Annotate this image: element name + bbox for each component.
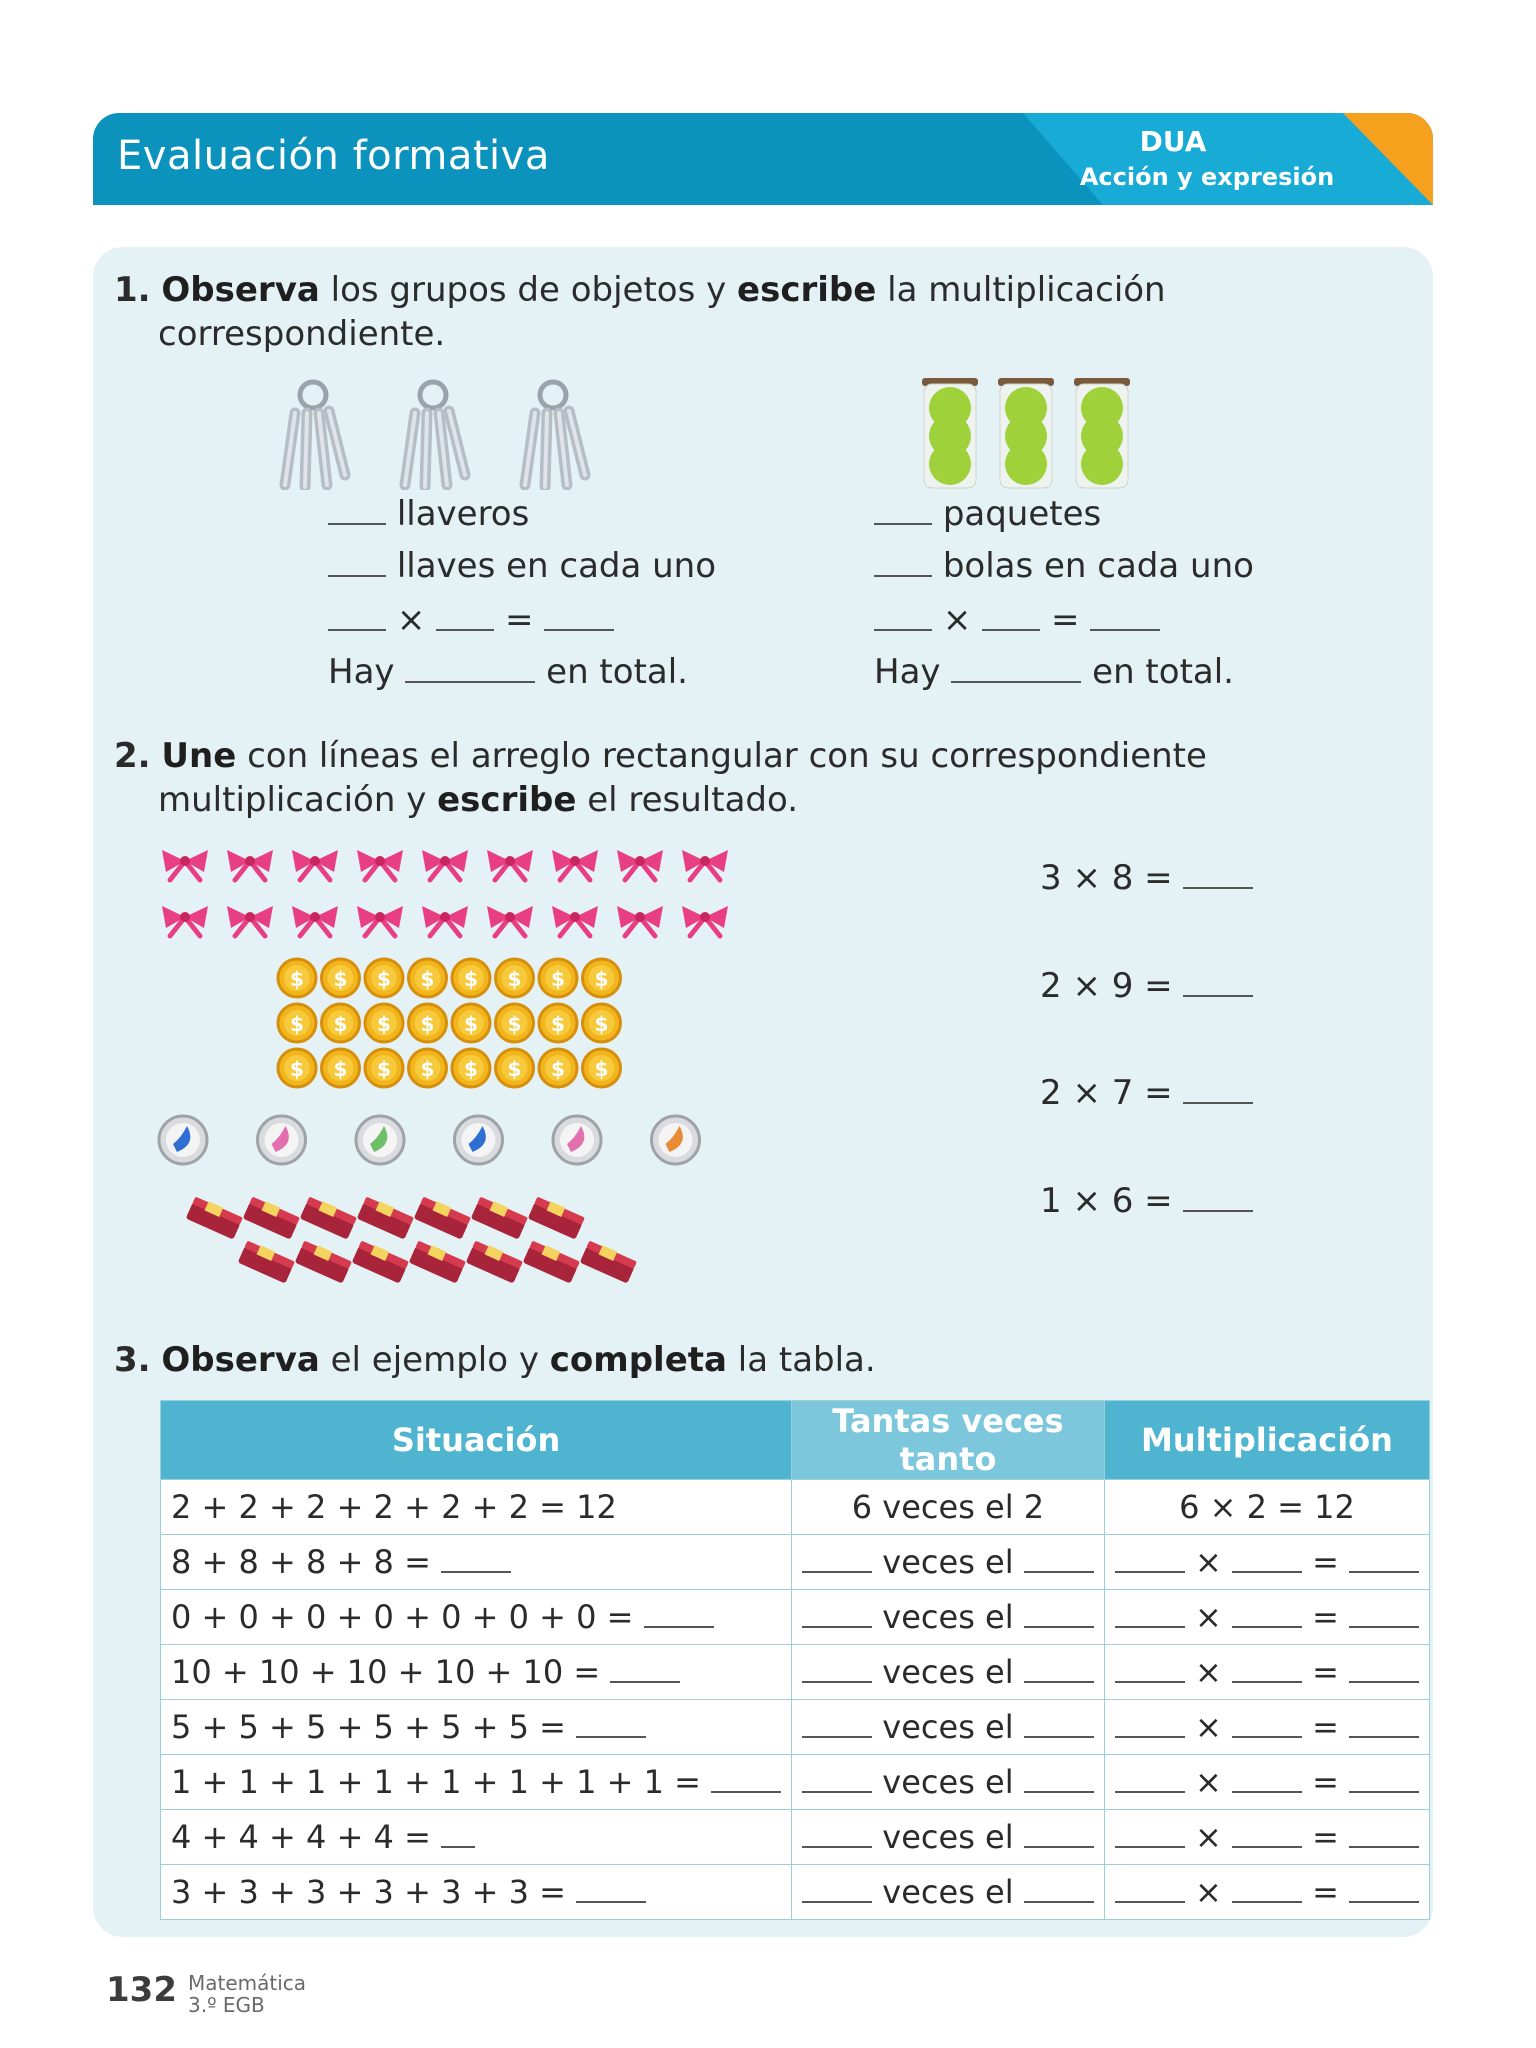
situation-cell bbox=[161, 1865, 792, 1920]
bow-icon bbox=[162, 906, 208, 936]
coin-icon bbox=[278, 1004, 316, 1042]
times-sign: × bbox=[1194, 1598, 1222, 1636]
veces-text: veces el bbox=[882, 1653, 1014, 1691]
answer-blank[interactable] bbox=[874, 522, 932, 525]
bow-icon bbox=[292, 906, 338, 936]
bow-icon bbox=[227, 906, 273, 936]
coin-icon bbox=[539, 959, 577, 997]
times-sign: × bbox=[1194, 1818, 1222, 1856]
eraser-icon bbox=[580, 1240, 638, 1284]
answer-blank[interactable] bbox=[328, 522, 386, 525]
answer-blank[interactable] bbox=[1024, 1570, 1094, 1573]
eraser-icon bbox=[238, 1240, 296, 1284]
subject-name: Matemática bbox=[188, 1971, 307, 1995]
answer-blank[interactable] bbox=[802, 1680, 872, 1683]
label: paquetes bbox=[942, 494, 1102, 534]
answer-blank[interactable] bbox=[874, 628, 932, 631]
answer-blank[interactable] bbox=[1090, 628, 1160, 631]
header-situacion: Situación bbox=[161, 1401, 792, 1480]
coin-icon bbox=[539, 1004, 577, 1042]
eraser-icon bbox=[352, 1240, 410, 1284]
svg-text:$: $ bbox=[290, 967, 304, 991]
answer-blank[interactable] bbox=[1024, 1900, 1094, 1903]
veces-cell bbox=[792, 1590, 1105, 1645]
keychains-image bbox=[265, 375, 605, 490]
answer-blank[interactable] bbox=[1183, 1101, 1253, 1104]
veces-cell bbox=[792, 1810, 1105, 1865]
svg-text:$: $ bbox=[333, 1012, 348, 1036]
bows-array-image bbox=[158, 846, 748, 946]
times-sign: × bbox=[1194, 1708, 1222, 1746]
coin-icon bbox=[322, 959, 360, 997]
table-header-row bbox=[161, 1401, 1430, 1480]
svg-text:$: $ bbox=[551, 1057, 565, 1081]
equals-sign: = bbox=[1312, 1653, 1339, 1691]
prompt-text: los grupos de objetos y bbox=[319, 270, 738, 310]
coin-icon bbox=[365, 1049, 403, 1087]
coin-icon bbox=[496, 1049, 534, 1087]
bow-icon bbox=[552, 850, 598, 880]
answer-blank[interactable] bbox=[441, 1845, 475, 1848]
multiplication-table bbox=[160, 1400, 1430, 1920]
question-1-prompt-cont: correspondiente. bbox=[158, 314, 446, 354]
multiplication-cell bbox=[1104, 1590, 1429, 1645]
bow-icon bbox=[552, 906, 598, 936]
coin-icon bbox=[409, 1049, 447, 1087]
keychain-icon bbox=[525, 382, 585, 487]
equation-text: 1 × 6 = bbox=[1040, 1181, 1173, 1221]
svg-text:$: $ bbox=[464, 1012, 478, 1036]
equals-sign: = bbox=[1050, 600, 1080, 640]
veces-text: veces el bbox=[882, 1598, 1014, 1636]
answer-blank[interactable] bbox=[1024, 1625, 1094, 1628]
equation-text: 2 × 7 = bbox=[1040, 1073, 1173, 1113]
eraser-icon bbox=[528, 1196, 586, 1240]
coin-icon bbox=[496, 1004, 534, 1042]
answer-blank[interactable] bbox=[1183, 1209, 1253, 1212]
total-line-right bbox=[874, 652, 1234, 692]
marbles-group bbox=[159, 1116, 700, 1164]
coin-icon bbox=[278, 959, 316, 997]
question-number: 2. bbox=[114, 736, 151, 776]
bow-icon bbox=[357, 850, 403, 880]
answer-blank[interactable] bbox=[802, 1790, 872, 1793]
equation-text: 3 × 8 = bbox=[1040, 858, 1173, 898]
veces-cell bbox=[792, 1755, 1105, 1810]
veces-text: veces el bbox=[882, 1818, 1014, 1856]
answer-blank[interactable] bbox=[1115, 1570, 1185, 1573]
bows-group bbox=[162, 850, 728, 936]
answer-blank[interactable] bbox=[1183, 994, 1253, 997]
marble-icon bbox=[455, 1116, 503, 1164]
eraser-icon bbox=[466, 1240, 524, 1284]
answer-blank[interactable] bbox=[1349, 1790, 1419, 1793]
answer-blank[interactable] bbox=[1024, 1735, 1094, 1738]
situation-cell: 2 + 2 + 2 + 2 + 2 + 2 = 12 bbox=[161, 1480, 792, 1535]
answer-blank[interactable] bbox=[1349, 1570, 1419, 1573]
situation-cell bbox=[161, 1590, 792, 1645]
answer-blank[interactable] bbox=[1115, 1735, 1185, 1738]
svg-text:$: $ bbox=[507, 1012, 522, 1036]
answer-blank[interactable] bbox=[1349, 1625, 1419, 1628]
answer-blank[interactable] bbox=[1232, 1790, 1302, 1793]
svg-text:$: $ bbox=[420, 1012, 435, 1036]
marble-icon bbox=[356, 1116, 404, 1164]
svg-text:$: $ bbox=[507, 1057, 522, 1081]
label: llaves en cada uno bbox=[396, 546, 717, 586]
equals-sign: = bbox=[1312, 1818, 1339, 1856]
bow-icon bbox=[617, 906, 663, 936]
situation-cell bbox=[161, 1645, 792, 1700]
multiplication-cell bbox=[1104, 1810, 1429, 1865]
prompt-text: el ejemplo y bbox=[319, 1340, 550, 1380]
times-sign: × bbox=[396, 600, 426, 640]
coin-icon bbox=[583, 1004, 621, 1042]
equation-3 bbox=[1040, 1073, 1253, 1113]
times-sign: × bbox=[1194, 1653, 1222, 1691]
equals-sign: = bbox=[1312, 1763, 1339, 1801]
equals-sign: = bbox=[1312, 1708, 1339, 1746]
answer-blank[interactable] bbox=[441, 1570, 511, 1573]
tennis-tube-icon bbox=[998, 378, 1054, 488]
equation-text: 2 × 9 = bbox=[1040, 966, 1173, 1006]
question-2-prompt bbox=[114, 734, 1207, 778]
erasers-array-image bbox=[185, 1190, 665, 1290]
label: Hay bbox=[874, 652, 941, 692]
question-1-prompt bbox=[114, 268, 1166, 312]
veces-text: veces el bbox=[882, 1708, 1014, 1746]
eraser-icon bbox=[300, 1196, 358, 1240]
bow-icon bbox=[357, 906, 403, 936]
multiplication-line-left bbox=[328, 600, 614, 640]
times-sign: × bbox=[1194, 1873, 1222, 1911]
bow-icon bbox=[422, 906, 468, 936]
eraser-icon bbox=[523, 1240, 581, 1284]
multiplication-line-right bbox=[874, 600, 1160, 640]
multiplication-cell bbox=[1104, 1535, 1429, 1590]
answer-blank[interactable] bbox=[405, 680, 535, 683]
prompt-text: la multiplicación bbox=[876, 270, 1166, 310]
answer-blank[interactable] bbox=[1232, 1570, 1302, 1573]
section-title: Evaluación formativa bbox=[117, 133, 550, 179]
bow-icon bbox=[487, 906, 533, 936]
answer-blank[interactable] bbox=[711, 1790, 781, 1793]
answer-blank[interactable] bbox=[802, 1845, 872, 1848]
table-row bbox=[161, 1755, 1430, 1810]
subject-label bbox=[188, 1972, 306, 2016]
answer-blank[interactable] bbox=[1349, 1680, 1419, 1683]
svg-text:$: $ bbox=[333, 967, 348, 991]
veces-text: veces el bbox=[882, 1873, 1014, 1911]
veces-cell bbox=[792, 1645, 1105, 1700]
total-line-left bbox=[328, 652, 688, 692]
llaves-line bbox=[328, 546, 716, 586]
svg-text:$: $ bbox=[420, 967, 435, 991]
times-sign: × bbox=[942, 600, 972, 640]
eraser-icon bbox=[409, 1240, 467, 1284]
svg-text:$: $ bbox=[377, 1012, 391, 1036]
answer-blank[interactable] bbox=[1232, 1845, 1302, 1848]
marble-icon bbox=[553, 1116, 601, 1164]
svg-text:$: $ bbox=[551, 967, 565, 991]
equals-sign: = bbox=[1312, 1873, 1339, 1911]
equation-2 bbox=[1040, 966, 1253, 1006]
svg-text:$: $ bbox=[290, 1012, 304, 1036]
eraser-icon bbox=[186, 1196, 244, 1240]
verb-observa: Observa bbox=[161, 270, 320, 310]
bolas-line bbox=[874, 546, 1254, 586]
answer-blank[interactable] bbox=[1349, 1735, 1419, 1738]
equals-sign: = bbox=[504, 600, 534, 640]
prompt-text: el resultado. bbox=[576, 780, 799, 820]
answer-blank[interactable] bbox=[802, 1625, 872, 1628]
bow-icon bbox=[487, 850, 533, 880]
situation-text: 8 + 8 + 8 + 8 = bbox=[171, 1543, 431, 1581]
answer-blank[interactable] bbox=[1024, 1790, 1094, 1793]
dua-subtitle: Acción y expresión bbox=[1079, 163, 1335, 191]
verb-escribe: escribe bbox=[437, 780, 577, 820]
eraser-icon bbox=[357, 1196, 415, 1240]
marble-icon bbox=[258, 1116, 306, 1164]
eraser-icon bbox=[295, 1240, 353, 1284]
svg-text:$: $ bbox=[594, 1057, 609, 1081]
bow-icon bbox=[292, 850, 338, 880]
answer-blank[interactable] bbox=[1232, 1680, 1302, 1683]
situation-cell bbox=[161, 1810, 792, 1865]
answer-blank[interactable] bbox=[1232, 1900, 1302, 1903]
coins-array-image bbox=[275, 956, 625, 1091]
answer-blank[interactable] bbox=[874, 574, 932, 577]
bow-icon bbox=[617, 850, 663, 880]
coin-icon bbox=[365, 1004, 403, 1042]
marble-icon bbox=[652, 1116, 700, 1164]
times-sign: × bbox=[1194, 1763, 1222, 1801]
veces-text: veces el bbox=[882, 1763, 1014, 1801]
situation-cell bbox=[161, 1700, 792, 1755]
erasers-group bbox=[186, 1196, 638, 1284]
table-row bbox=[161, 1810, 1430, 1865]
verb-escribe: escribe bbox=[737, 270, 877, 310]
answer-blank[interactable] bbox=[1024, 1845, 1094, 1848]
prompt-text: con líneas el arreglo rectangular con su correspondiente bbox=[236, 736, 1207, 776]
coin-icon bbox=[409, 959, 447, 997]
answer-blank[interactable] bbox=[802, 1570, 872, 1573]
answer-blank[interactable] bbox=[328, 574, 386, 577]
page-number: 132 bbox=[106, 1970, 177, 2010]
coin-icon bbox=[583, 959, 621, 997]
verb-une: Une bbox=[161, 736, 237, 776]
label: en total. bbox=[1092, 652, 1234, 692]
svg-text:$: $ bbox=[290, 1057, 304, 1081]
multiplication-cell bbox=[1104, 1645, 1429, 1700]
header-multiplicacion: Multiplicación bbox=[1104, 1401, 1429, 1480]
situation-text: 1 + 1 + 1 + 1 + 1 + 1 + 1 + 1 = bbox=[171, 1763, 701, 1801]
answer-blank[interactable] bbox=[982, 628, 1040, 631]
bow-icon bbox=[162, 850, 208, 880]
equation-1 bbox=[1040, 858, 1253, 898]
bow-icon bbox=[422, 850, 468, 880]
equals-sign: = bbox=[1312, 1543, 1339, 1581]
eraser-icon bbox=[471, 1196, 529, 1240]
label: bolas en cada uno bbox=[942, 546, 1254, 586]
svg-text:$: $ bbox=[377, 967, 391, 991]
equation-4 bbox=[1040, 1181, 1253, 1221]
answer-blank[interactable] bbox=[1349, 1845, 1419, 1848]
table-row-example bbox=[161, 1480, 1430, 1535]
answer-blank[interactable] bbox=[1115, 1790, 1185, 1793]
answer-blank[interactable] bbox=[1115, 1845, 1185, 1848]
coin-icon bbox=[583, 1049, 621, 1087]
question-3-prompt bbox=[114, 1338, 876, 1382]
answer-blank[interactable] bbox=[544, 628, 614, 631]
multiplication-cell bbox=[1104, 1865, 1429, 1920]
bow-icon bbox=[682, 906, 728, 936]
answer-blank[interactable] bbox=[1232, 1735, 1302, 1738]
veces-cell: 6 veces el 2 bbox=[792, 1480, 1105, 1535]
table-row bbox=[161, 1700, 1430, 1755]
coin-icon bbox=[365, 959, 403, 997]
veces-text: veces el bbox=[882, 1543, 1014, 1581]
multiplication-cell bbox=[1104, 1755, 1429, 1810]
table-row bbox=[161, 1590, 1430, 1645]
prompt-text: la tabla. bbox=[726, 1340, 876, 1380]
paquetes-line bbox=[874, 494, 1101, 534]
coin-icon bbox=[322, 1049, 360, 1087]
verb-observa: Observa bbox=[161, 1340, 320, 1380]
eraser-icon bbox=[414, 1196, 472, 1240]
answer-blank[interactable] bbox=[1349, 1900, 1419, 1903]
answer-blank[interactable] bbox=[1115, 1680, 1185, 1683]
tennis-ball-tubes-image bbox=[920, 378, 1135, 490]
answer-blank[interactable] bbox=[1024, 1680, 1094, 1683]
veces-cell bbox=[792, 1865, 1105, 1920]
answer-blank[interactable] bbox=[1183, 886, 1253, 889]
answer-blank[interactable] bbox=[1115, 1900, 1185, 1903]
situation-text: 3 + 3 + 3 + 3 + 3 + 3 = bbox=[171, 1873, 566, 1911]
answer-blank[interactable] bbox=[576, 1735, 646, 1738]
coin-icon bbox=[452, 1004, 490, 1042]
svg-text:$: $ bbox=[464, 1057, 478, 1081]
coin-icon bbox=[409, 1004, 447, 1042]
svg-text:$: $ bbox=[377, 1057, 391, 1081]
coin-icon bbox=[322, 1004, 360, 1042]
marble-icon bbox=[159, 1116, 207, 1164]
keychain-icon bbox=[285, 382, 345, 487]
answer-blank[interactable] bbox=[951, 680, 1081, 683]
answer-blank[interactable] bbox=[328, 628, 386, 631]
answer-blank[interactable] bbox=[1232, 1625, 1302, 1628]
label: Hay bbox=[328, 652, 395, 692]
dua-title: DUA bbox=[1139, 125, 1207, 158]
prompt-text: multiplicación y bbox=[158, 780, 438, 820]
veces-cell bbox=[792, 1700, 1105, 1755]
grade-label: 3.º EGB bbox=[188, 1993, 265, 2017]
keychain-icon bbox=[405, 382, 465, 487]
answer-blank[interactable] bbox=[610, 1680, 680, 1683]
situation-cell bbox=[161, 1535, 792, 1590]
veces-cell bbox=[792, 1535, 1105, 1590]
answer-blank[interactable] bbox=[436, 628, 494, 631]
table-row bbox=[161, 1645, 1430, 1700]
table-row bbox=[161, 1865, 1430, 1920]
question-2-prompt-cont bbox=[158, 778, 798, 822]
answer-blank[interactable] bbox=[644, 1625, 714, 1628]
verb-completa: completa bbox=[549, 1340, 727, 1380]
svg-text:$: $ bbox=[464, 967, 478, 991]
question-number: 1. bbox=[114, 270, 151, 310]
coin-icon bbox=[539, 1049, 577, 1087]
coin-icon bbox=[496, 959, 534, 997]
multiplication-cell bbox=[1104, 1700, 1429, 1755]
situation-text: 10 + 10 + 10 + 10 + 10 = bbox=[171, 1653, 601, 1691]
equals-sign: = bbox=[1312, 1598, 1339, 1636]
svg-text:$: $ bbox=[507, 967, 522, 991]
llaveros-line bbox=[328, 494, 529, 534]
svg-text:$: $ bbox=[333, 1057, 348, 1081]
coins-group bbox=[278, 959, 621, 1087]
situation-text: 5 + 5 + 5 + 5 + 5 + 5 = bbox=[171, 1708, 566, 1746]
question-number: 3. bbox=[114, 1340, 151, 1380]
answer-blank[interactable] bbox=[802, 1735, 872, 1738]
marbles-array-image bbox=[155, 1110, 715, 1170]
coin-icon bbox=[278, 1049, 316, 1087]
bow-icon bbox=[682, 850, 728, 880]
situation-text: 0 + 0 + 0 + 0 + 0 + 0 + 0 = bbox=[171, 1598, 634, 1636]
svg-text:$: $ bbox=[594, 1012, 609, 1036]
tennis-tube-icon bbox=[922, 378, 978, 488]
coin-icon bbox=[452, 959, 490, 997]
label: llaveros bbox=[396, 494, 530, 534]
svg-text:$: $ bbox=[594, 967, 609, 991]
eraser-icon bbox=[243, 1196, 301, 1240]
tennis-tube-icon bbox=[1074, 378, 1130, 488]
coin-icon bbox=[452, 1049, 490, 1087]
bow-icon bbox=[227, 850, 273, 880]
table-row bbox=[161, 1535, 1430, 1590]
svg-text:$: $ bbox=[420, 1057, 435, 1081]
times-sign: × bbox=[1194, 1543, 1222, 1581]
header-tantas-veces: Tantas veces tanto bbox=[792, 1401, 1105, 1480]
answer-blank[interactable] bbox=[802, 1900, 872, 1903]
label: en total. bbox=[546, 652, 688, 692]
multiplication-cell: 6 × 2 = 12 bbox=[1104, 1480, 1429, 1535]
situation-text: 4 + 4 + 4 + 4 = bbox=[171, 1818, 431, 1856]
answer-blank[interactable] bbox=[1115, 1625, 1185, 1628]
answer-blank[interactable] bbox=[576, 1900, 646, 1903]
svg-text:$: $ bbox=[551, 1012, 565, 1036]
situation-cell bbox=[161, 1755, 792, 1810]
section-header bbox=[93, 113, 1433, 205]
